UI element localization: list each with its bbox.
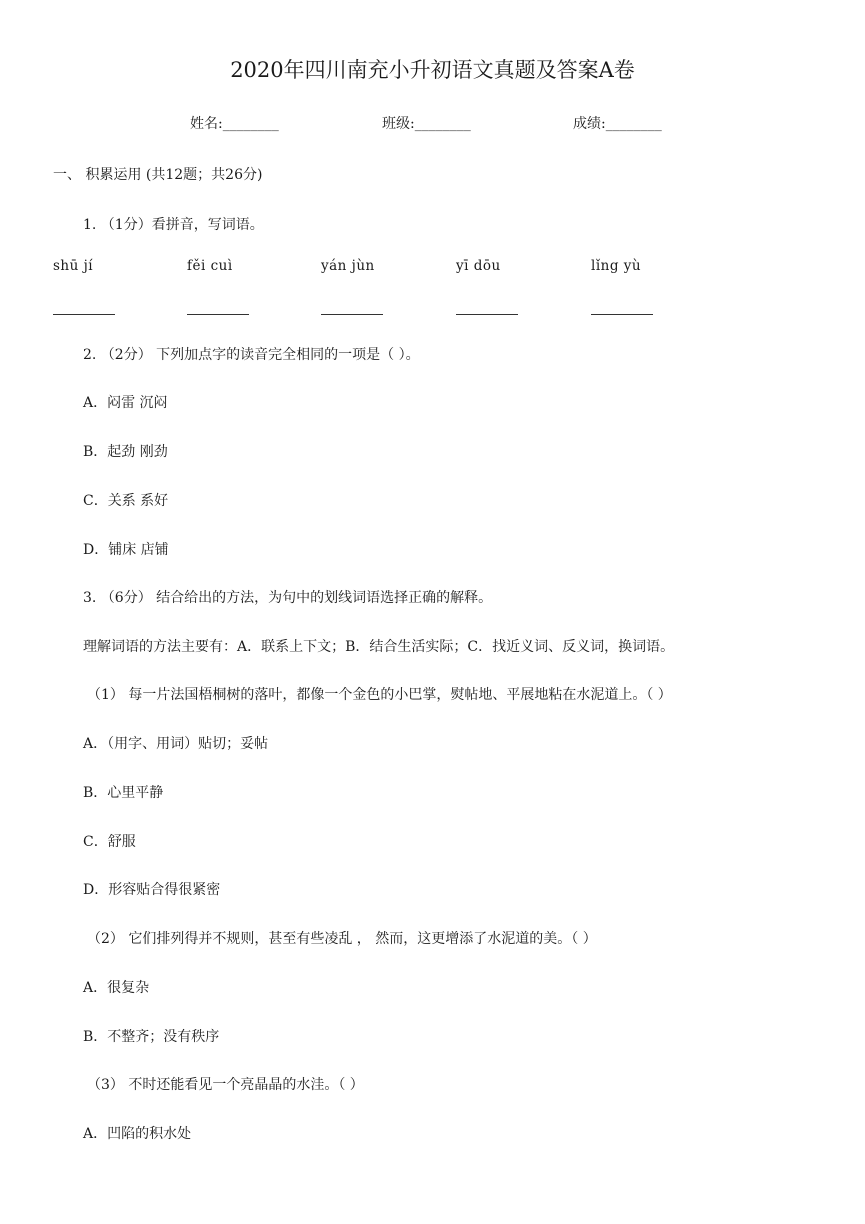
question-3-intro: 理解词语的方法主要有：A．联系上下文；B．结合生活实际；C．找近义词、反义词，换词语。 [83,639,675,655]
question-2-option-c: C．关系 系好 [83,493,169,509]
question-2-stem: 2. （2分） 下列加点字的读音完全相同的一项是（ ）。 [83,347,420,363]
answer-blank-2[interactable] [187,308,249,315]
question-2-option-d: D．铺床 店铺 [83,542,169,558]
sub-1-option-b: B．心里平静 [83,785,164,801]
pinyin-1: shū jí [53,258,94,274]
class-field-label: 班级:________ [382,116,471,132]
question-3-stem: 3. （6分） 结合给出的方法，为句中的划线词语选择正确的解释。 [83,590,493,606]
answer-blank-5[interactable] [591,308,653,315]
question-3-sub-3: （3） 不时还能看见一个亮晶晶的水洼。（ ） [87,1077,364,1093]
question-3-sub-2: （2） 它们排列得并不规则，甚至有些凌乱 ， 然而，这更增添了水泥道的美。（ ） [87,931,597,947]
answer-blank-1[interactable] [53,308,115,315]
sub-2-option-a: A．很复杂 [83,980,150,996]
answer-blank-3[interactable] [321,308,383,315]
page-title: 2020年四川南充小升初语文真题及答案A卷 [230,58,635,82]
section-heading: 一、 积累运用 (共12题；共26分) [53,167,263,183]
answer-blank-4[interactable] [456,308,518,315]
name-field-label: 姓名:________ [190,116,279,132]
pinyin-4: yī dōu [456,258,501,274]
sub-1-option-a: A．（用字、用词）贴切；妥帖 [83,736,269,752]
sub-2-option-b: B．不整齐；没有秩序 [83,1029,220,1045]
question-3-sub-1: （1） 每一片法国梧桐树的落叶，都像一个金色的小巴掌，熨帖地、平展地粘在水泥道上。（ ） [87,687,672,703]
sub-1-option-c: C．舒服 [83,834,136,850]
question-1-stem: 1. （1分）看拼音，写词语。 [83,217,264,233]
sub-1-option-d: D．形容贴合得很紧密 [83,882,221,898]
question-2-option-b: B．起劲 刚劲 [83,444,168,460]
pinyin-5: lǐng yù [591,258,642,274]
pinyin-2: fěi cuì [187,258,233,274]
score-field-label: 成绩:________ [573,116,662,132]
pinyin-3: yán jùn [321,258,375,274]
sub-3-option-a: A．凹陷的积水处 [83,1126,192,1142]
question-2-option-a: A．闷雷 沉闷 [83,395,168,411]
